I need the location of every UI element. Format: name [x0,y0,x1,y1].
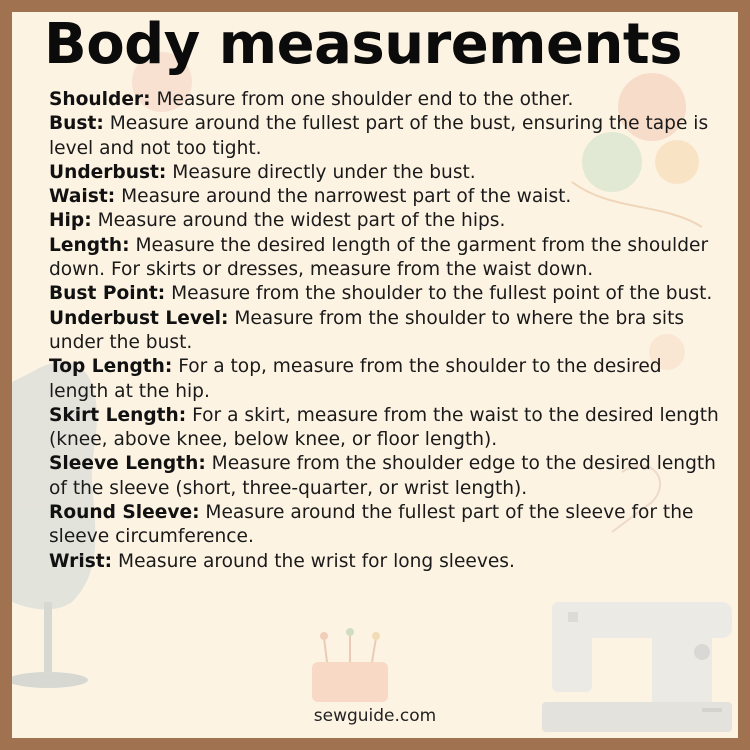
page-title: Body measurements [44,12,682,77]
measurement-term: Round Sleeve: [49,502,200,524]
measurement-term: Skirt Length: [49,404,187,426]
measurement-term: Hip: [49,210,92,232]
measurement-item [49,452,724,501]
measurement-term: Top Length: [49,356,173,378]
measurement-term: Sleeve Length: [49,453,206,475]
measurement-description: Measure from the shoulder edge to the desired length of the sleeve (short, three-quarter, or wrist length). [49,453,716,499]
measurement-term: Wrist: [49,550,113,572]
measurement-item [49,307,724,356]
measurement-description: For a top, measure from the shoulder to the desired length at the hip. [49,356,662,402]
measurement-item [49,501,724,550]
measurement-item [49,209,724,233]
measurement-item [49,185,724,209]
measurement-item [49,88,724,112]
measurement-item [49,550,724,574]
measurement-item [49,404,724,453]
measurement-description: Measure directly under the bust. [166,161,476,183]
sewing-machine-icon [542,602,732,732]
measurement-description: Measure from one shoulder end to the other. [150,89,574,110]
pincushion-icon [312,628,388,702]
measurement-item [49,112,724,161]
measurement-item [49,355,724,404]
measurement-description: For a skirt, measure from the waist to the desired length (knee, above knee, below knee, or floor length). [49,404,719,451]
measurement-list [49,88,724,574]
measurement-description: Measure around the wrist for long sleeves. [112,550,515,572]
measurement-item [49,282,724,306]
measurement-description: Measure from the shoulder to where the bra sits under the bust. [49,307,685,353]
measurement-term: Shoulder: [49,89,151,110]
measurement-description: Measure around the narrowest part of the waist. [115,186,572,208]
measurement-description: Measure the desired length of the garment from the shoulder down. For skirts or dresses, measure from the waist down. [49,234,709,281]
measurement-term: Bust: [49,113,104,135]
measurement-item [49,161,724,185]
site-credit: sewguide.com [313,706,437,726]
measurement-term: Bust Point: [49,283,166,305]
measurement-description: Measure around the fullest part of the bust, ensuring the tape is level and not too tight. [49,113,709,159]
measurement-term: Length: [49,234,130,256]
measurement-description: Measure from the shoulder to the fullest point of the bust. [165,283,713,305]
measurement-description: Measure around the widest part of the hips. [91,210,506,232]
measurement-term: Underbust: [49,161,167,183]
measurement-term: Underbust Level: [49,307,229,329]
measurement-description: Measure around the fullest part of the sleeve for the sleeve circumference. [49,502,694,548]
measurement-item [49,234,724,283]
measurement-term: Waist: [49,186,116,208]
